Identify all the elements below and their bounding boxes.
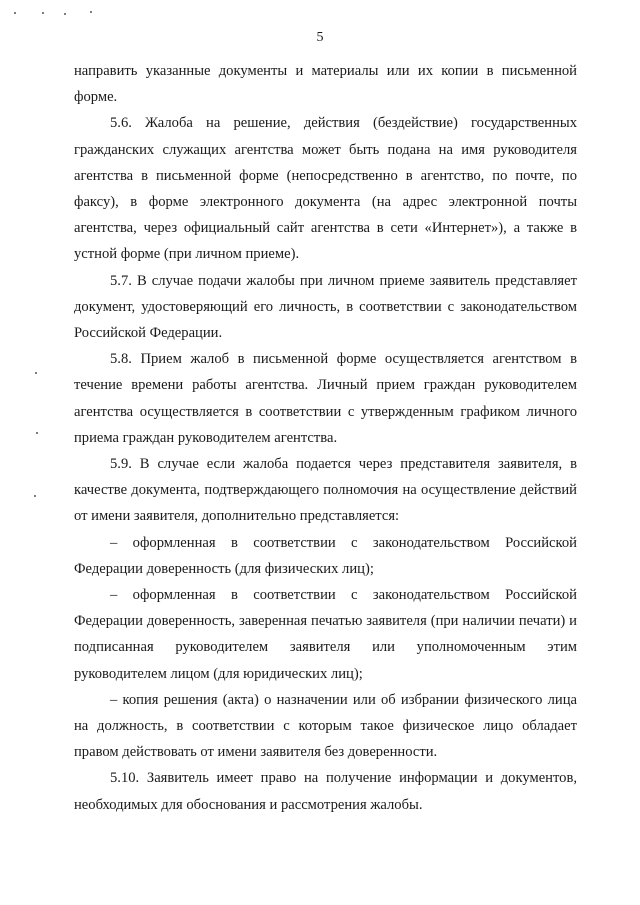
scan-speck (14, 12, 16, 14)
list-item-decision-copy: – копия решения (акта) о назначении или об избрании физического лица на должность, в соответствии с которым такое физическое лицо обладает правом действовать от имени заявителя без доверенности. (74, 691, 577, 761)
paragraph-5-8: 5.8. Прием жалоб в письменной форме осуществляется агентством в течение времени работы агентства. Личный прием граждан руководителем агентства осуществляется в соответствии с утвержденным графиком личного приема граждан руководителем агентства. (74, 351, 577, 446)
document-body (74, 58, 577, 818)
scan-speck (42, 12, 44, 14)
paragraph-5-10: 5.10. Заявитель имеет право на получение информации и документов, необходимых для обоснования и рассмотрения жалобы. (74, 770, 577, 813)
scan-speck (35, 372, 37, 374)
scan-speck (90, 11, 92, 13)
paragraph-5-9: 5.9. В случае если жалоба подается через представителя заявителя, в качестве документа, подтверждающего полномочия на осуществление действий от имени заявителя, дополнительно представляется: (74, 456, 577, 525)
list-item-individuals: – оформленная в соответствии с законодательством Российской Федерации доверенность (для физических лиц); (74, 534, 577, 577)
scan-speck (34, 495, 36, 497)
paragraph-5-7: 5.7. В случае подачи жалобы при личном приеме заявитель представляет документ, удостоверяющий его личность, в соответствии с законодательством Российской Федерации. (74, 272, 577, 342)
paragraph-continuation: направить указанные документы и материалы или их копии в письменной форме. (74, 63, 577, 106)
paragraph-5-6: 5.6. Жалоба на решение, действия (бездействие) государственных гражданских служащих агентства может быть подана на имя руководителя агентства в письменной форме (непосредственно в агентство, по почте, по факсу), в форме электронного документа (на адрес электронной почты агентства, через официальный сайт агентства в сети «Интернет»), а также в устной форме (при личном приеме). (74, 115, 577, 263)
page-number: 5 (316, 30, 324, 45)
scan-speck (64, 13, 66, 15)
scan-speck (36, 432, 38, 434)
list-item-legal-entities: – оформленная в соответствии с законодательством Российской Федерации доверенность, заверенная печатью заявителя (при наличии печати) и подписанная руководителем заявителя или уполномоченным этим руководителем лицом (для юридических лиц); (74, 587, 577, 682)
